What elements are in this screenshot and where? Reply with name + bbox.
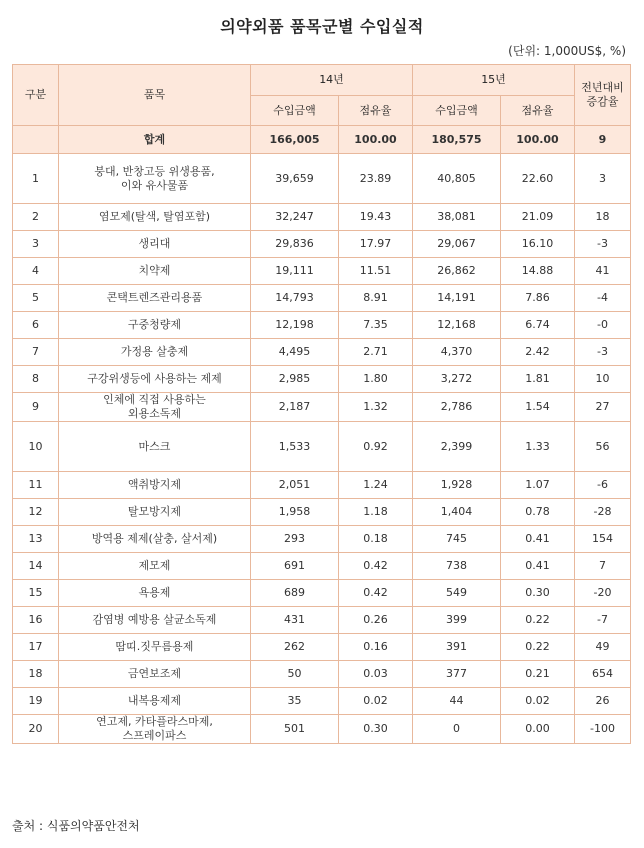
- row-import-14: 501: [251, 715, 339, 744]
- row-item: 내복용제제: [59, 688, 251, 715]
- row-share-15: 0.41: [501, 553, 575, 580]
- row-share-15: 2.42: [501, 339, 575, 366]
- row-number: 12: [13, 499, 59, 526]
- row-import-15: 14,191: [413, 285, 501, 312]
- row-import-14: 50: [251, 661, 339, 688]
- row-number: 10: [13, 422, 59, 472]
- total-import-14: 166,005: [251, 126, 339, 154]
- row-number: 15: [13, 580, 59, 607]
- row-share-14: 17.97: [339, 231, 413, 258]
- row-item: 액취방지제: [59, 472, 251, 499]
- row-import-14: 689: [251, 580, 339, 607]
- row-item: 방역용 제제(살충, 살서제): [59, 526, 251, 553]
- row-number: 5: [13, 285, 59, 312]
- row-yoy: -100: [575, 715, 631, 744]
- row-share-14: 1.18: [339, 499, 413, 526]
- total-share-14: 100.00: [339, 126, 413, 154]
- row-yoy: 26: [575, 688, 631, 715]
- row-import-15: 26,862: [413, 258, 501, 285]
- row-share-14: 0.16: [339, 634, 413, 661]
- row-import-15: 1,928: [413, 472, 501, 499]
- row-share-15: 0.02: [501, 688, 575, 715]
- row-share-15: 0.22: [501, 634, 575, 661]
- row-item: 구중청량제: [59, 312, 251, 339]
- header-year-15: 15년: [413, 65, 575, 96]
- row-import-14: 12,198: [251, 312, 339, 339]
- row-share-15: 0.78: [501, 499, 575, 526]
- row-share-15: 14.88: [501, 258, 575, 285]
- row-yoy: 7: [575, 553, 631, 580]
- row-share-14: 1.80: [339, 366, 413, 393]
- row-share-14: 0.42: [339, 580, 413, 607]
- row-yoy: -20: [575, 580, 631, 607]
- row-yoy: 154: [575, 526, 631, 553]
- row-import-15: 40,805: [413, 154, 501, 204]
- row-import-14: 293: [251, 526, 339, 553]
- row-number: 2: [13, 204, 59, 231]
- row-share-14: 0.26: [339, 607, 413, 634]
- table-row: [13, 472, 631, 499]
- row-yoy: -6: [575, 472, 631, 499]
- row-item: 생리대: [59, 231, 251, 258]
- row-yoy: 10: [575, 366, 631, 393]
- table-row: [13, 661, 631, 688]
- row-share-14: 1.24: [339, 472, 413, 499]
- row-import-14: 262: [251, 634, 339, 661]
- table-row: [13, 553, 631, 580]
- row-share-14: 0.03: [339, 661, 413, 688]
- table-row: [13, 231, 631, 258]
- row-yoy: -3: [575, 339, 631, 366]
- table-row: [13, 285, 631, 312]
- header-share-14: 점유율: [339, 96, 413, 126]
- row-item: 붕대, 반창고등 위생용품, 이와 유사물품: [59, 154, 251, 204]
- row-number: 6: [13, 312, 59, 339]
- row-item: 금연보조제: [59, 661, 251, 688]
- row-share-15: 1.33: [501, 422, 575, 472]
- total-label: 합계: [59, 126, 251, 154]
- row-import-14: 431: [251, 607, 339, 634]
- total-share-15: 100.00: [501, 126, 575, 154]
- row-item: 구강위생등에 사용하는 제제: [59, 366, 251, 393]
- table-row: [13, 580, 631, 607]
- row-import-14: 1,958: [251, 499, 339, 526]
- row-yoy: 18: [575, 204, 631, 231]
- row-share-15: 0.41: [501, 526, 575, 553]
- row-share-14: 0.30: [339, 715, 413, 744]
- row-import-14: 691: [251, 553, 339, 580]
- page-title: 의약외품 품목군별 수입실적: [220, 17, 424, 36]
- row-item: 탈모방지제: [59, 499, 251, 526]
- row-number: 19: [13, 688, 59, 715]
- row-share-15: 1.54: [501, 393, 575, 422]
- row-import-14: 35: [251, 688, 339, 715]
- row-share-15: 1.81: [501, 366, 575, 393]
- table-row: [13, 154, 631, 204]
- row-number: 17: [13, 634, 59, 661]
- table-row: [13, 715, 631, 744]
- row-import-14: 4,495: [251, 339, 339, 366]
- row-number: 1: [13, 154, 59, 204]
- row-import-14: 14,793: [251, 285, 339, 312]
- row-import-14: 32,247: [251, 204, 339, 231]
- row-share-15: 22.60: [501, 154, 575, 204]
- header-row-1: [13, 65, 631, 96]
- row-import-14: 19,111: [251, 258, 339, 285]
- unit-note: (단위: 1,000US$, %): [508, 44, 626, 58]
- total-row: [13, 126, 631, 154]
- row-number: 13: [13, 526, 59, 553]
- row-share-14: 0.92: [339, 422, 413, 472]
- row-item: 땀띠.짓무름용제: [59, 634, 251, 661]
- row-import-15: 377: [413, 661, 501, 688]
- row-item: 감염병 예방용 살균소독제: [59, 607, 251, 634]
- row-yoy: -7: [575, 607, 631, 634]
- row-item: 욕용제: [59, 580, 251, 607]
- row-share-14: 2.71: [339, 339, 413, 366]
- row-share-14: 19.43: [339, 204, 413, 231]
- header-year-14: 14년: [251, 65, 413, 96]
- header-category: 구분: [13, 65, 59, 126]
- source-note: 출처 : 식품의약품안전처: [12, 819, 140, 833]
- row-item: 콘택트렌즈관리용품: [59, 285, 251, 312]
- row-import-15: 29,067: [413, 231, 501, 258]
- row-share-15: 16.10: [501, 231, 575, 258]
- row-import-15: 738: [413, 553, 501, 580]
- row-item: 제모제: [59, 553, 251, 580]
- row-number: 7: [13, 339, 59, 366]
- row-yoy: -3: [575, 231, 631, 258]
- row-share-15: 0.30: [501, 580, 575, 607]
- row-share-14: 23.89: [339, 154, 413, 204]
- row-yoy: -0: [575, 312, 631, 339]
- row-number: 20: [13, 715, 59, 744]
- header-import-15: 수입금액: [413, 96, 501, 126]
- table-row: [13, 607, 631, 634]
- table-row: [13, 312, 631, 339]
- row-import-14: 2,051: [251, 472, 339, 499]
- row-share-15: 7.86: [501, 285, 575, 312]
- row-share-14: 0.02: [339, 688, 413, 715]
- row-number: 11: [13, 472, 59, 499]
- table-row: [13, 204, 631, 231]
- row-share-15: 0.00: [501, 715, 575, 744]
- import-table: [12, 64, 631, 744]
- row-item: 마스크: [59, 422, 251, 472]
- table-row: [13, 258, 631, 285]
- row-yoy: -4: [575, 285, 631, 312]
- row-import-15: 1,404: [413, 499, 501, 526]
- row-import-14: 39,659: [251, 154, 339, 204]
- row-import-15: 0: [413, 715, 501, 744]
- row-import-15: 2,399: [413, 422, 501, 472]
- table-row: [13, 499, 631, 526]
- row-yoy: 654: [575, 661, 631, 688]
- row-share-15: 0.21: [501, 661, 575, 688]
- table-row: [13, 393, 631, 422]
- table-row: [13, 688, 631, 715]
- total-import-15: 180,575: [413, 126, 501, 154]
- total-category: [13, 126, 59, 154]
- row-share-15: 0.22: [501, 607, 575, 634]
- row-share-15: 6.74: [501, 312, 575, 339]
- row-import-14: 2,187: [251, 393, 339, 422]
- row-import-14: 1,533: [251, 422, 339, 472]
- header-share-15: 점유율: [501, 96, 575, 126]
- row-import-15: 38,081: [413, 204, 501, 231]
- row-yoy: 27: [575, 393, 631, 422]
- row-import-15: 391: [413, 634, 501, 661]
- row-item: 연고제, 카타플라스마제, 스프레이파스: [59, 715, 251, 744]
- row-share-15: 1.07: [501, 472, 575, 499]
- row-number: 16: [13, 607, 59, 634]
- row-share-14: 11.51: [339, 258, 413, 285]
- row-item: 인체에 직접 사용하는 외용소독제: [59, 393, 251, 422]
- row-number: 4: [13, 258, 59, 285]
- row-share-14: 0.42: [339, 553, 413, 580]
- row-import-15: 399: [413, 607, 501, 634]
- row-import-14: 29,836: [251, 231, 339, 258]
- row-import-14: 2,985: [251, 366, 339, 393]
- row-import-15: 12,168: [413, 312, 501, 339]
- header-item: 품목: [59, 65, 251, 126]
- row-import-15: 44: [413, 688, 501, 715]
- row-share-15: 21.09: [501, 204, 575, 231]
- row-number: 18: [13, 661, 59, 688]
- table-row: [13, 526, 631, 553]
- header-import-14: 수입금액: [251, 96, 339, 126]
- row-share-14: 8.91: [339, 285, 413, 312]
- row-yoy: 3: [575, 154, 631, 204]
- row-number: 14: [13, 553, 59, 580]
- row-number: 8: [13, 366, 59, 393]
- row-item: 가정용 살충제: [59, 339, 251, 366]
- row-number: 3: [13, 231, 59, 258]
- total-yoy: 9: [575, 126, 631, 154]
- row-share-14: 7.35: [339, 312, 413, 339]
- row-item: 치약제: [59, 258, 251, 285]
- row-yoy: 41: [575, 258, 631, 285]
- row-import-15: 2,786: [413, 393, 501, 422]
- row-share-14: 1.32: [339, 393, 413, 422]
- row-import-15: 549: [413, 580, 501, 607]
- row-number: 9: [13, 393, 59, 422]
- row-yoy: -28: [575, 499, 631, 526]
- row-import-15: 745: [413, 526, 501, 553]
- row-yoy: 49: [575, 634, 631, 661]
- table-row: [13, 339, 631, 366]
- table-row: [13, 366, 631, 393]
- row-import-15: 4,370: [413, 339, 501, 366]
- header-yoy: 전년대비 증감율: [575, 65, 631, 126]
- row-import-15: 3,272: [413, 366, 501, 393]
- row-share-14: 0.18: [339, 526, 413, 553]
- table-row: [13, 422, 631, 472]
- row-item: 염모제(탈색, 탈염포함): [59, 204, 251, 231]
- row-yoy: 56: [575, 422, 631, 472]
- table-row: [13, 634, 631, 661]
